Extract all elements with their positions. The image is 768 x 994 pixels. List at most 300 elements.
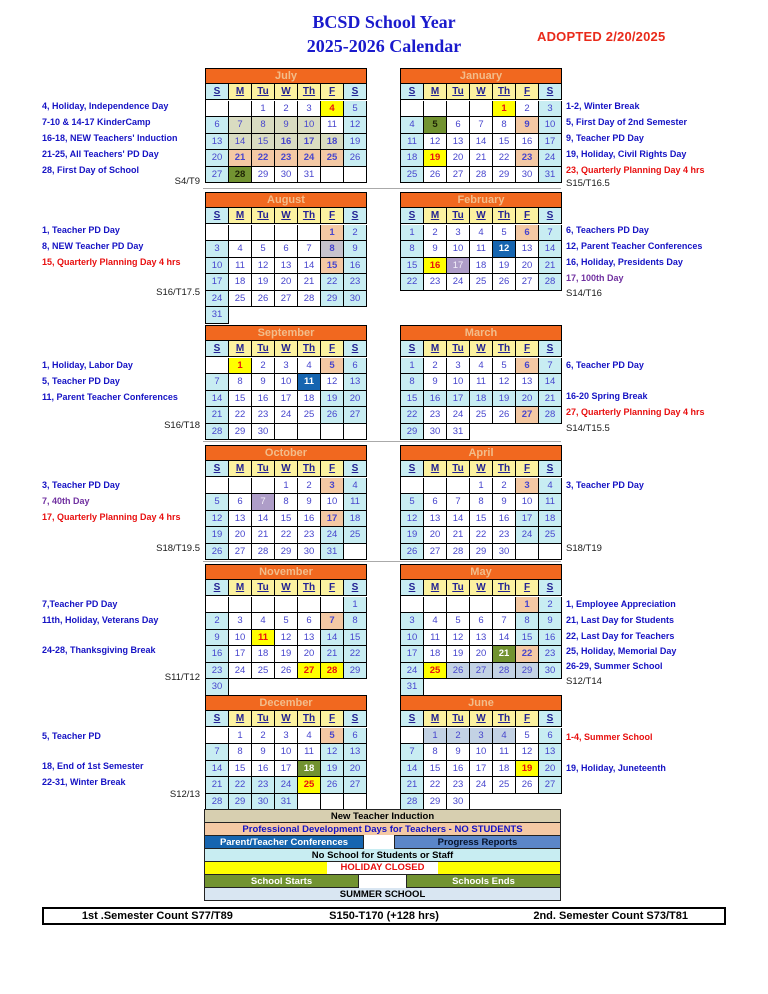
day-cell-july-23: 23: [275, 150, 298, 167]
day-cell-january-25: 25: [401, 167, 424, 184]
day-cell-december-27: 27: [344, 777, 367, 794]
day-cell-may-21: 21: [493, 646, 516, 663]
day-cell-december-20: 20: [344, 761, 367, 778]
event-note-march: 16-20 Spring Break: [566, 391, 648, 401]
month-august: [205, 192, 367, 324]
day-of-week-header: Tu: [447, 208, 470, 224]
day-cell-september-26: 26: [321, 407, 344, 424]
day-cell-april-15: 15: [470, 511, 493, 528]
day-cell-december-6: 6: [344, 728, 367, 745]
event-note-april: 3, Teacher PD Day: [566, 480, 644, 490]
day-cell-august-22: 22: [321, 274, 344, 291]
day-cell-december-1: 1: [229, 728, 252, 745]
day-cell-august-13: 13: [275, 258, 298, 275]
month-title-october: October: [205, 445, 367, 461]
blank-cell: [321, 794, 344, 811]
day-cell-october-13: 13: [229, 511, 252, 528]
day-cell-may-15: 15: [516, 630, 539, 647]
blank-cell: [470, 101, 493, 118]
day-cell-march-2: 2: [424, 358, 447, 375]
day-cell-july-15: 15: [252, 134, 275, 151]
blank-cell: [447, 478, 470, 495]
day-of-week-header: Tu: [447, 84, 470, 100]
day-cell-december-16: 16: [252, 761, 275, 778]
day-of-week-header: W: [470, 461, 493, 477]
day-cell-june-1: 1: [424, 728, 447, 745]
day-count-label-august: S16/T17.5: [156, 287, 200, 298]
day-of-week-header: S: [539, 84, 562, 100]
day-of-week-header: S: [539, 711, 562, 727]
day-cell-june-19: 19: [516, 761, 539, 778]
day-cell-february-8: 8: [401, 241, 424, 258]
day-cell-february-15: 15: [401, 258, 424, 275]
day-cell-february-14: 14: [539, 241, 562, 258]
day-cell-august-12: 12: [252, 258, 275, 275]
day-cell-january-8: 8: [493, 117, 516, 134]
day-count-label-october: S18/T19.5: [156, 543, 200, 554]
day-cell-july-24: 24: [298, 150, 321, 167]
legend-holiday-closed: HOLIDAY CLOSED: [327, 862, 439, 874]
day-of-week-header: M: [424, 84, 447, 100]
blank-cell: [298, 794, 321, 811]
day-cell-april-4: 4: [539, 478, 562, 495]
day-cell-november-25: 25: [252, 663, 275, 680]
day-of-week-header: M: [229, 711, 252, 727]
day-cell-november-1: 1: [344, 597, 367, 614]
month-june: [400, 695, 562, 810]
day-cell-april-18: 18: [539, 511, 562, 528]
day-cell-february-27: 27: [516, 274, 539, 291]
day-cell-november-30: 30: [206, 679, 229, 696]
day-cell-may-26: 26: [447, 663, 470, 680]
day-of-week-header: S: [401, 711, 424, 727]
day-cell-august-10: 10: [206, 258, 229, 275]
blank-cell: [424, 478, 447, 495]
event-note-july: 21-25, All Teachers' PD Day: [42, 149, 159, 159]
day-cell-october-25: 25: [344, 527, 367, 544]
day-of-week-header: Tu: [252, 208, 275, 224]
legend-school-starts-ends-row: [204, 874, 561, 888]
day-cell-august-9: 9: [344, 241, 367, 258]
day-cell-september-4: 4: [298, 358, 321, 375]
day-cell-august-14: 14: [298, 258, 321, 275]
day-cell-april-14: 14: [447, 511, 470, 528]
day-of-week-header: W: [470, 580, 493, 596]
day-cell-july-1: 1: [252, 101, 275, 118]
day-cell-september-5: 5: [321, 358, 344, 375]
day-of-week-header: Tu: [252, 711, 275, 727]
day-cell-october-18: 18: [344, 511, 367, 528]
day-cell-october-2: 2: [298, 478, 321, 495]
day-cell-november-19: 19: [275, 646, 298, 663]
day-cell-june-16: 16: [447, 761, 470, 778]
day-of-week-header: M: [424, 208, 447, 224]
day-count-label-february: S14/T16: [566, 288, 602, 299]
day-cell-march-1: 1: [401, 358, 424, 375]
day-cell-march-31: 31: [447, 424, 470, 441]
legend-summer-school: SUMMER SCHOOL: [204, 887, 561, 901]
day-cell-october-10: 10: [321, 494, 344, 511]
day-cell-may-31: 31: [401, 679, 424, 696]
day-of-week-header: Th: [298, 341, 321, 357]
day-cell-may-5: 5: [447, 613, 470, 630]
event-note-september: 1, Holiday, Labor Day: [42, 360, 133, 370]
month-title-may: May: [400, 564, 562, 580]
day-cell-april-9: 9: [493, 494, 516, 511]
event-note-march: 27, Quarterly Planning Day 4 hrs: [566, 407, 705, 417]
day-cell-november-8: 8: [344, 613, 367, 630]
day-cell-september-23: 23: [252, 407, 275, 424]
day-cell-october-16: 16: [298, 511, 321, 528]
day-cell-march-24: 24: [447, 407, 470, 424]
day-count-label-january: S15/T16.5: [566, 178, 610, 189]
day-cell-august-6: 6: [275, 241, 298, 258]
day-cell-august-20: 20: [275, 274, 298, 291]
day-cell-march-29: 29: [401, 424, 424, 441]
day-cell-december-14: 14: [206, 761, 229, 778]
day-cell-october-12: 12: [206, 511, 229, 528]
day-of-week-header: S: [401, 580, 424, 596]
day-cell-june-23: 23: [447, 777, 470, 794]
blank-cell: [206, 728, 229, 745]
blank-cell: [229, 597, 252, 614]
day-cell-september-9: 9: [252, 374, 275, 391]
day-cell-april-16: 16: [493, 511, 516, 528]
event-note-november: 7,Teacher PD Day: [42, 599, 118, 609]
day-cell-may-6: 6: [470, 613, 493, 630]
month-march: [400, 325, 562, 440]
page-title-line1: BCSD School Year: [312, 12, 456, 32]
day-cell-december-28: 28: [206, 794, 229, 811]
day-cell-june-24: 24: [470, 777, 493, 794]
day-cell-january-12: 12: [424, 134, 447, 151]
day-cell-october-9: 9: [298, 494, 321, 511]
day-cell-february-12: 12: [493, 241, 516, 258]
day-cell-april-29: 29: [470, 544, 493, 561]
day-of-week-header: Th: [298, 711, 321, 727]
event-note-july: 16-18, NEW Teachers' Induction: [42, 133, 178, 143]
day-cell-may-30: 30: [539, 663, 562, 680]
event-note-february: 16, Holiday, Presidents Day: [566, 257, 683, 267]
day-cell-january-2: 2: [516, 101, 539, 118]
day-cell-may-29: 29: [516, 663, 539, 680]
day-cell-october-21: 21: [252, 527, 275, 544]
day-cell-may-16: 16: [539, 630, 562, 647]
event-note-may: 21, Last Day for Students: [566, 615, 675, 625]
day-of-week-header: Th: [493, 580, 516, 596]
event-note-october: 3, Teacher PD Day: [42, 480, 120, 490]
day-cell-april-30: 30: [493, 544, 516, 561]
day-cell-june-5: 5: [516, 728, 539, 745]
day-cell-may-17: 17: [401, 646, 424, 663]
day-cell-april-5: 5: [401, 494, 424, 511]
day-cell-may-10: 10: [401, 630, 424, 647]
day-cell-august-18: 18: [229, 274, 252, 291]
day-cell-may-24: 24: [401, 663, 424, 680]
blank-cell: [321, 167, 344, 184]
semester-count-bar: [42, 907, 726, 925]
blank-cell: [344, 544, 367, 561]
day-cell-november-12: 12: [275, 630, 298, 647]
day-cell-march-26: 26: [493, 407, 516, 424]
legend-no-school: No School for Students or Staff: [204, 848, 561, 862]
day-cell-october-23: 23: [298, 527, 321, 544]
day-cell-april-17: 17: [516, 511, 539, 528]
blank-cell: [344, 794, 367, 811]
event-note-february: 6, Teachers PD Day: [566, 225, 649, 235]
blank-cell: [470, 597, 493, 614]
day-cell-december-25: 25: [298, 777, 321, 794]
day-cell-april-7: 7: [447, 494, 470, 511]
day-cell-october-3: 3: [321, 478, 344, 495]
event-note-july: 7-10 & 14-17 KinderCamp: [42, 117, 151, 127]
day-of-week-header: M: [424, 341, 447, 357]
separator-line: [203, 561, 561, 562]
day-cell-september-19: 19: [321, 391, 344, 408]
day-cell-april-12: 12: [401, 511, 424, 528]
day-cell-march-13: 13: [516, 374, 539, 391]
event-note-march: 6, Teacher PD Day: [566, 360, 644, 370]
event-note-january: 1-2, Winter Break: [566, 101, 640, 111]
blank-cell: [206, 597, 229, 614]
blank-cell: [275, 424, 298, 441]
day-cell-october-22: 22: [275, 527, 298, 544]
day-of-week-header: Th: [493, 341, 516, 357]
day-cell-february-6: 6: [516, 225, 539, 242]
blank-cell: [344, 424, 367, 441]
blank-cell: [539, 544, 562, 561]
day-cell-april-13: 13: [424, 511, 447, 528]
event-note-may: 1, Employee Appreciation: [566, 599, 676, 609]
day-cell-january-6: 6: [447, 117, 470, 134]
day-cell-october-20: 20: [229, 527, 252, 544]
day-cell-may-14: 14: [493, 630, 516, 647]
day-cell-march-11: 11: [470, 374, 493, 391]
day-cell-march-19: 19: [493, 391, 516, 408]
day-cell-june-17: 17: [470, 761, 493, 778]
day-cell-november-26: 26: [275, 663, 298, 680]
day-cell-october-14: 14: [252, 511, 275, 528]
day-count-label-may: S12/T14: [566, 676, 602, 687]
day-cell-june-29: 29: [424, 794, 447, 811]
day-cell-october-7: 7: [252, 494, 275, 511]
day-cell-may-11: 11: [424, 630, 447, 647]
day-cell-january-17: 17: [539, 134, 562, 151]
day-cell-june-12: 12: [516, 744, 539, 761]
day-of-week-header: W: [275, 84, 298, 100]
day-of-week-header: S: [206, 208, 229, 224]
day-cell-july-4: 4: [321, 101, 344, 118]
legend-conferences-progress-row: [204, 835, 561, 849]
day-cell-march-5: 5: [493, 358, 516, 375]
day-cell-march-25: 25: [470, 407, 493, 424]
day-of-week-header: Th: [493, 461, 516, 477]
day-cell-november-5: 5: [275, 613, 298, 630]
day-cell-october-17: 17: [321, 511, 344, 528]
day-cell-june-22: 22: [424, 777, 447, 794]
day-cell-june-25: 25: [493, 777, 516, 794]
adopted-date-label: ADOPTED 2/20/2025: [537, 29, 666, 44]
day-of-week-header: S: [206, 341, 229, 357]
day-cell-january-23: 23: [516, 150, 539, 167]
day-cell-november-22: 22: [344, 646, 367, 663]
day-cell-october-28: 28: [252, 544, 275, 561]
day-cell-september-12: 12: [321, 374, 344, 391]
day-of-week-header: S: [344, 341, 367, 357]
blank-cell: [401, 101, 424, 118]
legend-schools-ends: Schools Ends: [406, 874, 561, 888]
blank-cell: [298, 225, 321, 242]
day-cell-may-20: 20: [470, 646, 493, 663]
day-of-week-header: S: [206, 711, 229, 727]
day-cell-december-12: 12: [321, 744, 344, 761]
day-of-week-header: S: [206, 461, 229, 477]
day-of-week-header: F: [516, 208, 539, 224]
blank-cell: [206, 478, 229, 495]
day-cell-november-2: 2: [206, 613, 229, 630]
day-cell-november-23: 23: [206, 663, 229, 680]
day-cell-june-10: 10: [470, 744, 493, 761]
day-cell-january-9: 9: [516, 117, 539, 134]
day-count-label-march: S14/T15.5: [566, 423, 610, 434]
month-title-november: November: [205, 564, 367, 580]
day-of-week-header: F: [321, 580, 344, 596]
month-december: [205, 695, 367, 810]
day-cell-july-22: 22: [252, 150, 275, 167]
day-cell-january-27: 27: [447, 167, 470, 184]
day-cell-july-26: 26: [344, 150, 367, 167]
day-count-label-december: S12/13: [169, 789, 200, 800]
legend-holiday-closed-row: [204, 861, 561, 875]
day-of-week-header: S: [206, 580, 229, 596]
day-cell-october-31: 31: [321, 544, 344, 561]
blank-cell: [252, 597, 275, 614]
day-cell-october-5: 5: [206, 494, 229, 511]
event-note-september: 5, Teacher PD Day: [42, 376, 120, 386]
day-cell-may-27: 27: [470, 663, 493, 680]
day-cell-june-8: 8: [424, 744, 447, 761]
day-cell-june-28: 28: [401, 794, 424, 811]
day-of-week-header: S: [539, 461, 562, 477]
day-cell-december-26: 26: [321, 777, 344, 794]
day-cell-march-4: 4: [470, 358, 493, 375]
event-note-february: 12, Parent Teacher Conferences: [566, 241, 703, 251]
day-of-week-header: M: [229, 84, 252, 100]
day-cell-january-26: 26: [424, 167, 447, 184]
day-cell-february-4: 4: [470, 225, 493, 242]
day-cell-september-15: 15: [229, 391, 252, 408]
day-of-week-header: F: [321, 341, 344, 357]
day-cell-january-29: 29: [493, 167, 516, 184]
day-cell-november-13: 13: [298, 630, 321, 647]
blank-cell: [298, 424, 321, 441]
blank-cell: [493, 597, 516, 614]
month-november: [205, 564, 367, 696]
day-cell-april-21: 21: [447, 527, 470, 544]
day-of-week-header: W: [275, 208, 298, 224]
day-cell-november-29: 29: [344, 663, 367, 680]
day-cell-july-12: 12: [344, 117, 367, 134]
day-cell-august-15: 15: [321, 258, 344, 275]
day-cell-march-17: 17: [447, 391, 470, 408]
day-cell-december-7: 7: [206, 744, 229, 761]
day-cell-may-18: 18: [424, 646, 447, 663]
blank-cell: [252, 478, 275, 495]
month-title-september: September: [205, 325, 367, 341]
day-cell-march-6: 6: [516, 358, 539, 375]
day-cell-may-23: 23: [539, 646, 562, 663]
day-of-week-header: S: [401, 461, 424, 477]
day-cell-march-21: 21: [539, 391, 562, 408]
event-note-january: 19, Holiday, Civil Rights Day: [566, 149, 687, 159]
day-of-week-header: S: [539, 208, 562, 224]
day-cell-november-14: 14: [321, 630, 344, 647]
day-cell-november-11: 11: [252, 630, 275, 647]
event-note-october: 7, 40th Day: [42, 496, 90, 506]
day-cell-january-31: 31: [539, 167, 562, 184]
day-cell-february-2: 2: [424, 225, 447, 242]
second-semester-count: 2nd. Semester Count S73/T81: [533, 910, 689, 922]
day-cell-october-4: 4: [344, 478, 367, 495]
day-of-week-header: W: [275, 580, 298, 596]
separator-line: [203, 188, 561, 189]
day-cell-december-24: 24: [275, 777, 298, 794]
day-of-week-header: Th: [298, 461, 321, 477]
event-note-july: 4, Holiday, Independence Day: [42, 101, 169, 111]
day-cell-february-16: 16: [424, 258, 447, 275]
day-cell-february-25: 25: [470, 274, 493, 291]
day-of-week-header: S: [344, 208, 367, 224]
day-cell-july-14: 14: [229, 134, 252, 151]
day-of-week-header: M: [229, 341, 252, 357]
day-cell-january-18: 18: [401, 150, 424, 167]
day-cell-march-9: 9: [424, 374, 447, 391]
month-title-july: July: [205, 68, 367, 84]
day-of-week-header: Th: [298, 208, 321, 224]
day-of-week-header: S: [401, 208, 424, 224]
day-cell-september-21: 21: [206, 407, 229, 424]
legend-professional-development: Professional Development Days for Teachers - NO STUDENTS: [204, 822, 561, 836]
day-cell-april-8: 8: [470, 494, 493, 511]
day-of-week-header: S: [206, 84, 229, 100]
day-cell-august-17: 17: [206, 274, 229, 291]
day-cell-february-24: 24: [447, 274, 470, 291]
day-cell-november-18: 18: [252, 646, 275, 663]
day-cell-september-14: 14: [206, 391, 229, 408]
day-cell-april-23: 23: [493, 527, 516, 544]
day-cell-august-7: 7: [298, 241, 321, 258]
event-note-october: 17, Quarterly Planning Day 4 hrs: [42, 512, 181, 522]
day-cell-march-12: 12: [493, 374, 516, 391]
day-of-week-header: W: [275, 711, 298, 727]
day-of-week-header: W: [470, 341, 493, 357]
day-cell-february-22: 22: [401, 274, 424, 291]
day-cell-january-15: 15: [493, 134, 516, 151]
day-cell-july-8: 8: [252, 117, 275, 134]
day-of-week-header: M: [229, 461, 252, 477]
day-cell-march-18: 18: [470, 391, 493, 408]
blank-cell: [206, 358, 229, 375]
day-cell-february-11: 11: [470, 241, 493, 258]
blank-cell: [229, 478, 252, 495]
day-cell-october-6: 6: [229, 494, 252, 511]
day-cell-july-10: 10: [298, 117, 321, 134]
day-cell-december-3: 3: [275, 728, 298, 745]
day-cell-march-15: 15: [401, 391, 424, 408]
day-of-week-header: S: [344, 580, 367, 596]
day-cell-december-17: 17: [275, 761, 298, 778]
event-note-may: 26-29, Summer School: [566, 661, 663, 671]
